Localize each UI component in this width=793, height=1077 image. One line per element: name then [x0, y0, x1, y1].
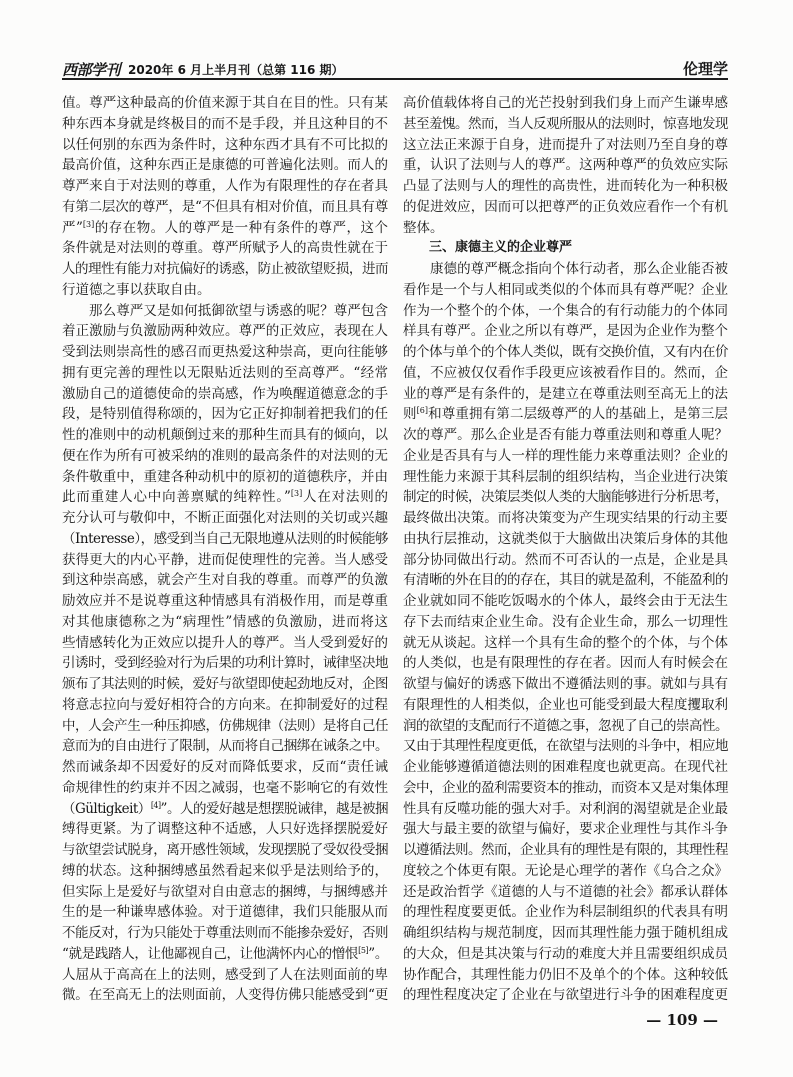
text-line: 的理性程度要更低。企业作为科层制组织的代表具有明 [403, 904, 728, 921]
text-line: 的人类似，也是有限理性的存在者。因而人有时候会在 [403, 655, 728, 672]
text-line: 缚得更紧。为了调整这种不适感，人只好选择摆脱爱好 [62, 821, 388, 838]
text-line: 欲望与偏好的诱惑下做出不遵循法则的事。就如与具有 [403, 676, 728, 692]
text-line: 获得更大的内心平静，进而促使理性的完善。当人感受 [62, 551, 388, 568]
text-segment: ”。 [368, 945, 388, 962]
text-line: 康德的尊严概念指向个体行动者，那么企业能否被 [430, 261, 728, 277]
text-segment: （Gültigkeit） [62, 800, 151, 817]
text-line: 最高价值，这种东西正是康德的可普遍化法则。而人的 [62, 157, 388, 174]
text-line: 强大与最主要的欲望与偏好，要求企业理性与其作斗争 [403, 821, 728, 838]
text-line: 就无从谈起。这样一个具有生命的整个的个体，与个体 [403, 634, 728, 651]
text-line: 又由于其理性程度更低，在欲望与法则的斗争中，相应地 [403, 738, 728, 755]
citation-ref: [6] [416, 406, 428, 416]
text-line: 拥有更完善的理性以无限贴近法则的至高尊严。“经常 [62, 364, 388, 381]
text-line: 企业就如同不能吃饭喝水的个体人，最终会由于无法生 [403, 593, 728, 609]
text-line: 确组织结构与规范制度，因而其理性能力强于随机组成 [403, 925, 728, 941]
text-line: 便在作为所有可被采纳的准则的最高条件的对法则的无 [62, 447, 388, 464]
text-line: 次的尊严。那么企业是否有能力尊重法则和尊重人呢？ [403, 427, 728, 443]
text-line: 值。尊严这种最高的价值来源于其自在目的性。只有某 [62, 95, 388, 111]
text-line: 条件就是对法则的尊重。尊严所赋予人的高贵性就在于 [62, 240, 388, 257]
text-line: 的理性程度决定了企业在与欲望进行斗争的困难程度更 [403, 987, 728, 1004]
text-line: 行道德之事以获取自由。 [62, 281, 211, 298]
text-segment: 严” [62, 219, 83, 236]
text-line: 以任何别的东西为条件时，这种东西才具有不可比拟的 [62, 136, 388, 153]
text-line: 作为一个整个的个体，一个集合的有行动能力的个体同 [403, 302, 728, 319]
text-line: 的促进效应，因而可以把尊严的正负效应看作一个有机 [403, 198, 728, 215]
text-line: 高价值载体将自己的光芒投射到我们身上而产生谦卑感 [403, 95, 728, 111]
running-header [62, 58, 728, 80]
text-line [62, 218, 388, 239]
text-line: 受到法则崇高性的感召而更热爱这种崇高，更向往能够 [62, 344, 388, 360]
text-line: 着正激励与负激励两种效应。尊严的正效应，表现在人 [62, 323, 388, 340]
text-line: 看作是一个与人相同或类似的个体而具有尊严呢？企业 [403, 281, 728, 298]
text-line: 性具有反噬功能的强大对手。对利润的渴望就是企业最 [403, 800, 728, 817]
text-line: 那么尊严又是如何抵御欲望与诱惑的呢？尊严包含 [89, 302, 388, 319]
text-segment: 和尊重拥有第二层级尊严的人的基础上，是第三层 [427, 406, 729, 423]
text-line: 将意志拉向与爱好相符合的方向来。在抑制爱好的过程 [62, 696, 388, 713]
text-line: 业的尊严是有条件的，是建立在尊重法则至高无上的法 [403, 385, 728, 402]
text-line: 性的准则中的动机颠倒过来的那种生而具有的倾向，以 [62, 427, 388, 443]
text-line: 最终做出决策。而将决策变为产生现实结果的行动主要 [403, 510, 728, 526]
text-line: 段，是特别值得称颂的，因为它正好抑制着把我们的任 [62, 406, 388, 423]
text-line: 由执行层推动，这就类似于大脑做出决策后身体的其他 [403, 530, 728, 547]
page-number: — 109 — [646, 1011, 718, 1029]
text-line: 整体。 [403, 219, 444, 236]
paragraph [403, 93, 728, 238]
citation-ref: [3] [290, 489, 303, 499]
text-line [62, 944, 388, 965]
text-line: 制定的时候，决策层类似人类的大脑能够进行分析思考， [403, 489, 728, 506]
text-line [62, 487, 388, 508]
issue-info: 2020年 6 月上半月刊（总第 116 期） [128, 63, 344, 77]
text-line: 些情感转化为正效应以提升人的尊严。当人受到爱好的 [62, 634, 388, 651]
text-line: 尊严来自于对法则的尊重，人作为有限理性的存在者具 [62, 178, 388, 194]
text-line: 存下去而结束企业生命。没有企业生命，那么一切理性 [403, 613, 728, 630]
text-segment: 则 [403, 406, 417, 423]
text-line: 微。在至高无上的法则面前，人变得仿佛只能感受到“更 [62, 987, 388, 1004]
text-line: 的个体与单个的个体人类似，既有交换价值，又有内在价 [403, 344, 728, 360]
text-line: 人屈从于高高在上的法则，感受到了人在法则面前的卑 [62, 966, 388, 983]
text-line: 然而诫条却不因爱好的反对而降低要求，反而“责任诫 [62, 759, 388, 775]
text-column-left [62, 93, 388, 1006]
text-line: 对其他康德称之为“病理性”情感的负激励，进而将这 [62, 613, 388, 630]
text-line: 意而为的自由进行了限制，从而将自己捆绑在诫条之中。 [62, 738, 388, 755]
text-line: 到这种崇高感，就会产生对自我的尊重。而尊严的负激 [62, 572, 388, 589]
text-line: 种东西本身就是终极目的而不是手段，并且这种目的不 [62, 115, 388, 132]
text-line: 企业是否具有与人一样的理性能力来尊重法则？企业的 [403, 447, 728, 464]
text-line: 充分认可与敬仰中，不断正面强化对法则的关切或兴趣 [62, 510, 388, 526]
text-line: 但实际上是爱好与欲望对自由意志的捆缚，与捆缚感并 [62, 883, 388, 900]
text-line [62, 799, 388, 820]
text-line: 会中，企业的盈利需要资本的推动，而资本又是对集体理 [403, 779, 728, 796]
text-line: 激励自己的道德使命的崇高感，作为唤醒道德意念的手 [62, 385, 388, 402]
text-line: 不能反对，行为只能处于尊重法则而不能掺杂爱好，否则 [62, 925, 388, 941]
text-column-right [403, 93, 728, 1006]
text-line: 以遵循法则。然而，企业具有的理性是有限的，其理性程 [403, 842, 728, 858]
text-line: 值，不应被仅仅看作手段更应该被看作目的。然而，企 [403, 364, 728, 381]
text-segment: 此而重建人心中向善禀赋的纯粹性。” [62, 489, 291, 506]
text-line: 有限理性的人相类似，企业也可能受到最大程度攫取利 [403, 696, 728, 713]
text-line: 甚至羞愧。然而，当人反观所服从的法则时，惊喜地发现 [403, 115, 728, 132]
citation-ref: [5] [358, 945, 369, 955]
paragraph [62, 301, 388, 1007]
text-segment: 人在对法则的 [302, 489, 389, 506]
text-line: 中，人会产生一种压抑感，仿佛规律（法则）是将自己任 [62, 717, 388, 734]
text-line: 凸显了法则与人的理性的高贵性，进而转化为一种积极 [403, 178, 728, 194]
paragraph [403, 259, 728, 1006]
text-line: 励效应并不是说尊重这种情感具有消极作用，而是尊重 [62, 593, 388, 609]
text-segment: “就是践踏人，让他鄙视自己，让他满怀内心的憎恨 [62, 945, 359, 962]
text-segment: ”。人的爱好越是想摆脱诫律，越是被捆 [160, 800, 388, 817]
text-line: 样具有尊严。企业之所以有尊严，是因为企业作为整个 [403, 323, 728, 340]
text-line: 部分协同做出行动。然而不可否认的一点是，企业是具 [403, 551, 728, 568]
text-line: 引诱时，受到经验对行为后果的功利计算时，诫律坚决地 [62, 655, 388, 672]
text-segment: 的存在物。人的尊严是一种有条件的尊严，这个 [94, 219, 388, 236]
text-line: 生的是一种谦卑感体验。对于道德律，我们只能服从而 [62, 904, 388, 921]
citation-ref: [3] [82, 219, 95, 229]
text-line: 与欲望尝试脱身，离开感性领域，发现摆脱了受奴役受捆 [62, 842, 388, 858]
text-line: 有第二层次的尊严，是“不但具有相对价值，而且具有尊 [62, 198, 388, 215]
text-line: 协作配合，其理性能力仍旧不及单个的个体。这种较低 [403, 966, 728, 983]
section-title: 伦理学 [682, 60, 728, 78]
section-heading: 三、康德主义的企业尊严 [429, 240, 573, 256]
journal-logo: 西部学刊 [62, 61, 121, 79]
text-line: 有清晰的外在目的的存在，其目的就是盈利，不能盈利的 [403, 572, 728, 589]
text-line: 度较之个体更有限。无论是心理学的著作《乌合之众》 [403, 862, 728, 879]
text-line: 企业能够遵循道德法则的困难程度也就更高。在现代社 [403, 759, 728, 775]
paragraph [62, 93, 388, 301]
text-line: 条件敬重中，重建各种动机中的原初的道德秩序，并由 [62, 468, 388, 485]
text-line: 还是政治哲学《道德的人与不道德的社会》都承认群体 [403, 883, 728, 900]
text-line: 这立法正来源于自身，进而提升了对法则乃至自身的尊 [403, 136, 728, 153]
text-line: 颁布了其法则的时候，爱好与欲望即使起劲地反对，企图 [62, 676, 388, 692]
text-line: 人的理性有能力对抗偏好的诱惑，防止被欲望贬损，进而 [62, 261, 388, 277]
text-line: 重，认识了法则与人的尊严。这两种尊严的负效应实际 [403, 157, 728, 174]
text-line: 的大众，但是其决策与行动的难度大并且需要组织成员 [403, 945, 728, 962]
text-line: （Interesse），感受到当自己无限地遵从法则的时候能够 [62, 530, 388, 547]
text-line: 理性能力来源于其科层制的组织结构，当企业进行决策 [403, 468, 728, 485]
text-line [403, 404, 728, 425]
citation-ref: [4] [150, 800, 161, 810]
text-line: 缚的状态。这种捆缚感虽然看起来似乎是法则给予的， [62, 862, 388, 879]
text-line: 命规律性的约束并不因之减弱，也毫不影响它的有效性 [62, 779, 388, 796]
text-line: 润的欲望的支配而行不道德之事，忽视了自己的崇高性。 [403, 717, 728, 734]
